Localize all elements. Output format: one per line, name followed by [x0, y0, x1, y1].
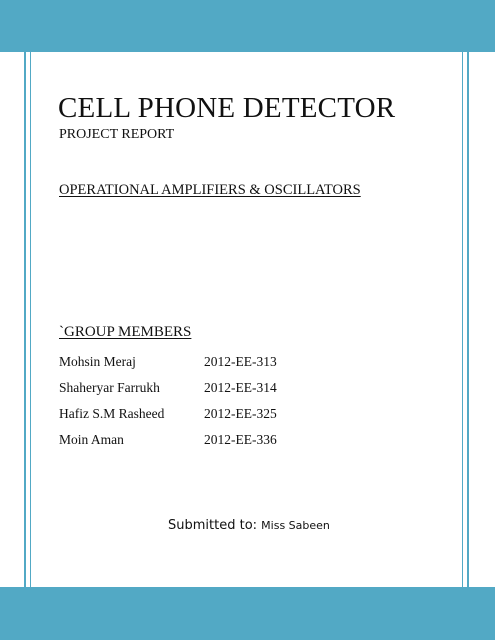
- submitted-to-line: [168, 518, 330, 533]
- right-border-rule-outer: [467, 0, 469, 640]
- submitted-to-label: Submitted to:: [168, 518, 258, 533]
- submitted-to-name: Miss Sabeen: [261, 519, 330, 532]
- member-row: [59, 354, 319, 380]
- course-title: OPERATIONAL AMPLIFIERS & OSCILLATORS: [59, 182, 361, 198]
- top-border-band: [0, 0, 495, 52]
- left-border-rule-inner: [30, 0, 31, 640]
- member-registration-id: 2012-EE-314: [204, 380, 277, 395]
- left-border-rule-outer: [24, 0, 26, 640]
- member-name: Moin Aman: [59, 432, 124, 447]
- member-row: [59, 432, 319, 458]
- group-members-list: [59, 354, 319, 458]
- report-subtitle: PROJECT REPORT: [59, 127, 175, 142]
- member-registration-id: 2012-EE-313: [204, 354, 277, 369]
- member-registration-id: 2012-EE-336: [204, 432, 277, 447]
- member-registration-id: 2012-EE-325: [204, 406, 277, 421]
- member-row: [59, 406, 319, 432]
- member-name: Mohsin Meraj: [59, 354, 136, 369]
- member-name: Hafiz S.M Rasheed: [59, 406, 165, 421]
- group-members-heading: `GROUP MEMBERS: [59, 324, 192, 340]
- member-row: [59, 380, 319, 406]
- report-title: CELL PHONE DETECTOR: [58, 92, 396, 124]
- bottom-border-band: [0, 587, 495, 640]
- right-border-rule-inner: [462, 0, 463, 640]
- member-name: Shaheryar Farrukh: [59, 380, 160, 395]
